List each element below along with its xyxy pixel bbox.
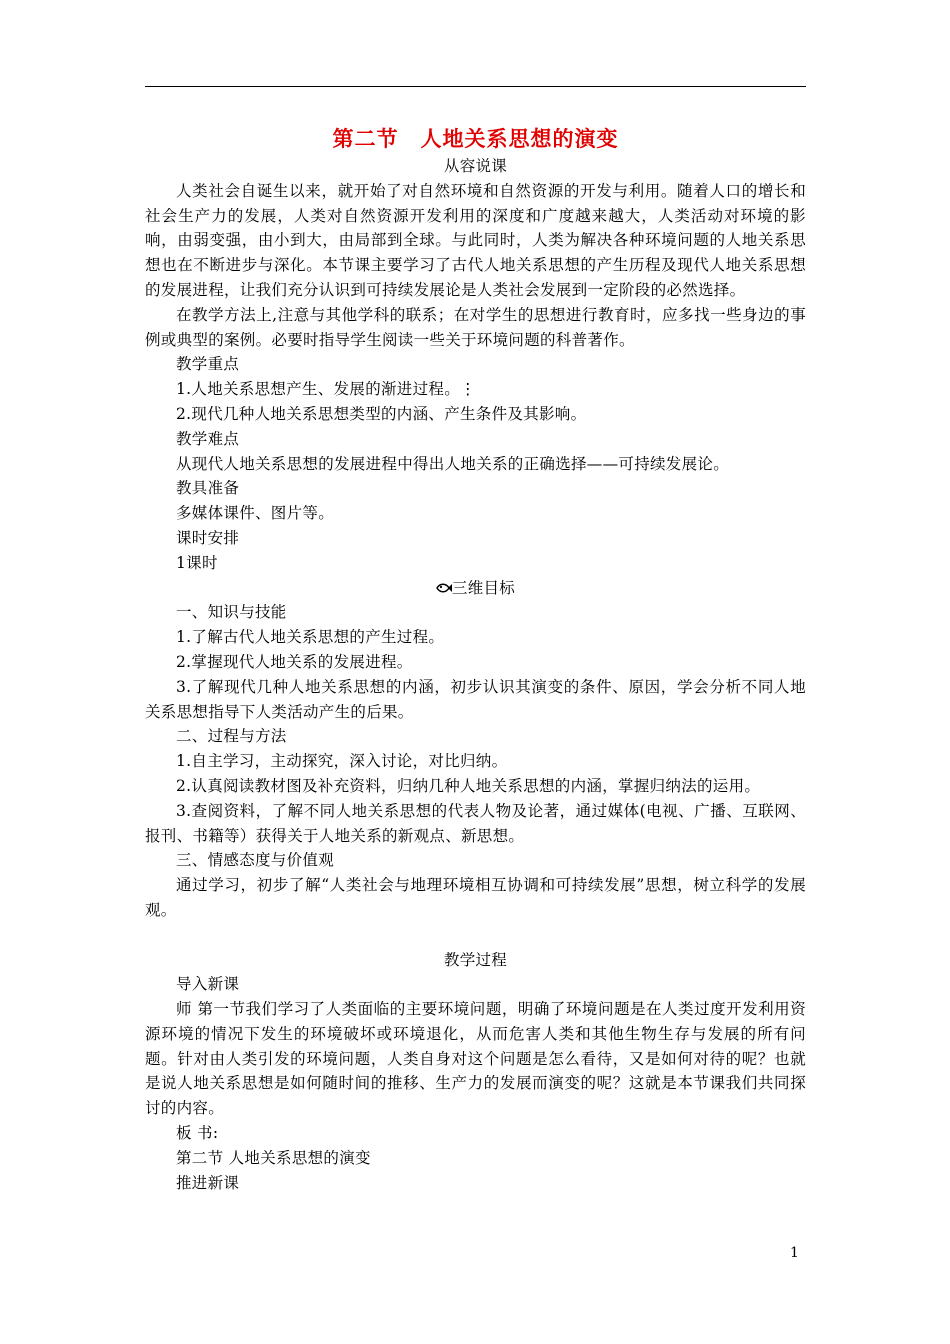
tools-text: 多媒体课件、图片等。 (176, 504, 335, 523)
title-section-number: 第二节 (332, 126, 399, 151)
heading-difficulty: 教学难点 (176, 429, 240, 448)
intro-text: 师 第一节我们学习了人类面临的主要环境问题，明确了环境问题是在人类过度开发利用资源环境的情况下发生的环境破坏或环境退化，从而危害人类和其他生物生存与发展的所有问题。针对由人类引发的环境问题，人类自身对这个问题是怎么看待，又是如何对待的呢？也就是说人地关系思想是如何随时间的推移、生产力的发展而演变的呢？这就是本节课我们共同探讨的内容。 (145, 1000, 806, 1118)
key-point-1: 1.人地关系思想产生、发展的渐进过程。⋮ (176, 380, 476, 399)
heading-key-points: 教学重点 (176, 355, 240, 374)
goals-heading (145, 576, 806, 601)
fish-icon (436, 582, 452, 594)
advance-heading: 推进新课 (176, 1173, 240, 1192)
paragraph-intro: 人类社会自诞生以来，就开始了对自然环境和自然资源的开发与利用。随着人口的增长和社会生产力的发展，人类对自然资源开发利用的深度和广度越来越大，人类活动对环境的影响，由弱变强，由小到大，由局部到全球。与此同时，人类为解决各种环境问题的人地关系思想也在不断进步与深化。本节课主要学习了古代人地关系思想的产生历程及现代人地关系思想的发展进程，让我们充分认识到可持续发展论是人类社会发展到一定阶段的必然选择。 (145, 181, 806, 299)
process-heading: 教学过程 (443, 950, 508, 969)
goal-1-2: 2.掌握现代人地关系的发展进程。 (176, 652, 413, 671)
goal-section-1-heading: 一、知识与技能 (176, 603, 287, 622)
board-text: 第二节 人地关系思想的演变 (176, 1148, 371, 1167)
difficulty-text: 从现代人地关系思想的发展进程中得出人地关系的正确选择——可持续发展论。 (176, 454, 730, 473)
header-rule (145, 86, 806, 87)
goal-1-3: 3.了解现代几种人地关系思想的内涵，初步认识其演变的条件、原因，学会分析不同人地关系思想指导下人类活动产生的后果。 (145, 677, 806, 721)
schedule-text: 1课时 (176, 553, 218, 572)
heading-schedule: 课时安排 (176, 528, 240, 547)
page-title (145, 124, 806, 154)
heading-tools: 教具准备 (176, 479, 240, 498)
goal-2-1: 1.自主学习，主动探究，深入讨论，对比归纳。 (176, 752, 508, 771)
goal-2-2: 2.认真阅读教材图及补充资料，归纳几种人地关系思想的内涵，掌握归纳法的运用。 (176, 776, 761, 795)
goals-title: 三维目标 (451, 578, 516, 597)
goal-2-3: 3.查阅资料，了解不同人地关系思想的代表人物及论著，通过媒体(电视、广播、互联网、报刊、书籍等）获得关于人地关系的新观点、新思想。 (145, 801, 806, 845)
key-point-2: 2.现代几种人地关系思想类型的内涵、产生条件及其影响。 (176, 404, 587, 423)
page-number: 1 (790, 1245, 799, 1261)
goal-section-2-heading: 二、过程与方法 (176, 727, 287, 746)
paragraph-method: 在教学方法上,注意与其他学科的联系；在对学生的思想进行教育时，应多找一些身边的事例或典型的案例。必要时指导学生阅读一些关于环境问题的科普著作。 (145, 305, 806, 349)
goal-3-1: 通过学习，初步了解“人类社会与地理环境相互协调和可持续发展”思想，树立科学的发展观。 (145, 876, 806, 919)
goal-section-3-heading: 三、情感态度与价值观 (176, 851, 335, 870)
title-text: 人地关系思想的演变 (420, 126, 619, 151)
document-body (145, 124, 806, 1195)
goal-1-1: 1.了解古代人地关系思想的产生过程。 (176, 628, 445, 647)
board-label: 板 书: (176, 1124, 219, 1143)
subtitle: 从容说课 (443, 157, 508, 175)
intro-heading: 导入新课 (176, 975, 240, 994)
